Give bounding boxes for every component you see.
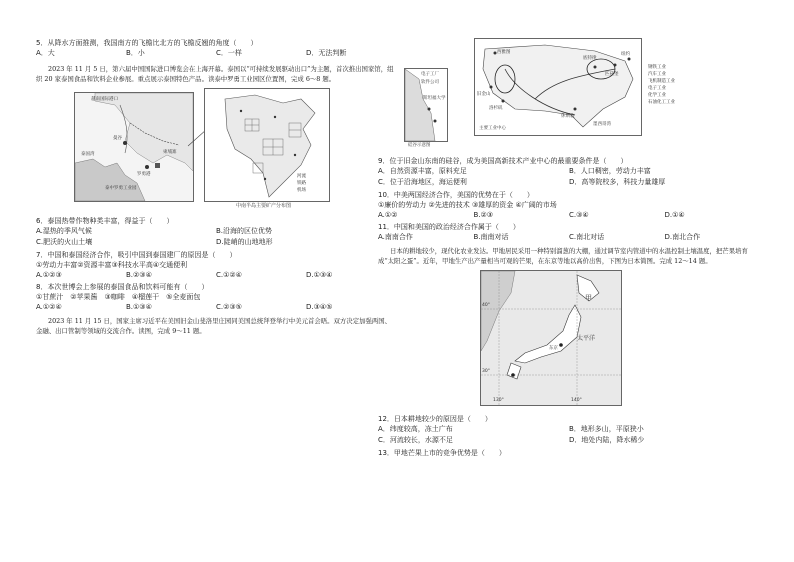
map1-figure xyxy=(36,88,396,216)
q6-options xyxy=(36,226,396,248)
rayong-location-map xyxy=(74,92,194,202)
q7-sub: ①劳动力丰富②资源丰富③科技水平高④交通便利 xyxy=(36,261,188,269)
q7-stem: 7．中国和泰国经济合作，吸引中国到泰国建厂的原因是（ ） xyxy=(36,251,237,259)
map3-lat-30: 30° xyxy=(482,369,490,374)
inset-caption: 硅谷示意图 xyxy=(408,143,431,148)
indochina-mineral-map xyxy=(204,88,330,202)
q11-option-a[interactable]: A.南南合作 xyxy=(378,233,413,241)
map1-label-2: 罗勇港 xyxy=(137,172,151,177)
q13-stem: 13．甲地芒果上市的竞争优势是（ ） xyxy=(378,449,506,457)
right-column xyxy=(378,38,760,458)
map2-legend-5: 石油化工工业 xyxy=(648,100,675,105)
q10-options xyxy=(378,210,760,220)
passage-9-11: 2023 年 11 月 15 日，国家主席习近平在美国旧金山斐洛里庄园同美国总统拜登举行中美元首会晤。双方决定加强两国、金融、出口管制等领域的交流合作。读图，完成 9～11 题。 xyxy=(36,317,392,335)
q5-option-d[interactable]: D．无法判断 xyxy=(306,49,347,57)
passage-6-8: 2023 年 11 月 5 日，第六届中国国际进口博览会在上海开幕。泰国以“可持续发展驱动出口”为主题，首次推出国家馆，组织 20 家泰国食品和饮料企业参展。重点展示泰国特色产品。读泰中罗勇工业园区位置图，完成 6～8 题。 xyxy=(36,65,394,83)
map3-label-jia: 甲 xyxy=(585,294,592,302)
usa-industry-map xyxy=(474,38,642,136)
q12-option-a[interactable]: A．纬度较高，冻土广布 xyxy=(378,425,453,433)
map3-lon-130: 130° xyxy=(493,398,504,403)
map1-label-5: 柬埔寨 xyxy=(163,150,177,155)
inset-label-0: 电子工厂 xyxy=(421,72,439,77)
q7-option-a[interactable]: A.①②③ xyxy=(36,271,62,279)
q6-option-d[interactable]: D.陡峭的山地地形 xyxy=(216,238,273,246)
q5-options xyxy=(36,48,396,58)
left-column xyxy=(36,38,396,336)
q11-option-d[interactable]: D.南北合作 xyxy=(664,233,701,241)
q11-option-b[interactable]: B.南南对话 xyxy=(473,233,509,241)
map1-legend-0: 河流 xyxy=(297,174,306,179)
map2-legend xyxy=(648,64,675,106)
map2-figure xyxy=(378,38,760,150)
q9-option-a[interactable]: A．自然资源丰富，原料充足 xyxy=(378,167,467,175)
usa-label-detroit: 底特律 xyxy=(583,56,597,61)
q10-option-b[interactable]: B.②③ xyxy=(473,211,494,219)
map2-legend-2: 飞机制造工业 xyxy=(648,79,675,84)
usa-label-sf: 旧金山 xyxy=(477,92,491,97)
map1-label-4: 泰中罗勇工业园 xyxy=(105,186,137,191)
map2-legend-3: 电子工业 xyxy=(648,86,666,91)
q5-stem: 5．从降水方面推测，我国南方的飞檐比北方的飞檐反翘的角度（ ） xyxy=(36,39,258,47)
japan-map-drawing xyxy=(481,271,621,405)
q9-option-b[interactable]: B．人口稠密，劳动力丰富 xyxy=(569,167,651,175)
q12-option-c[interactable]: C．河流较长，水源不足 xyxy=(378,436,453,444)
map2-legend-0: 钢铁工业 xyxy=(648,65,666,70)
map2-legend-4: 化学工业 xyxy=(648,93,666,98)
q12-options xyxy=(378,424,760,446)
silicon-valley-inset xyxy=(404,68,448,142)
q5-option-c[interactable]: C．一样 xyxy=(216,49,242,57)
q8-options xyxy=(36,302,396,312)
map3-lat-40: 40° xyxy=(482,303,490,308)
q7-option-d[interactable]: D.①③④ xyxy=(306,271,333,279)
map2-legend-1: 汽车工业 xyxy=(648,72,666,77)
indochina-map-drawing xyxy=(205,89,329,201)
q9-option-d[interactable]: D．高等院校多，科技力量雄厚 xyxy=(569,178,666,186)
q9-stem: 9．位于旧金山东南的硅谷，成为美国高新技术产业中心的最重要条件是（ ） xyxy=(378,157,628,165)
usa-label-la: 洛杉矶 xyxy=(489,106,503,111)
q10-sub: ①廉价的劳动力 ②先进的技术 ③雄厚的资金 ④广阔的市场 xyxy=(378,201,557,209)
q8-option-c[interactable]: C.②③⑤ xyxy=(216,303,242,311)
usa-label-pittsburgh: 匹兹堡 xyxy=(605,72,619,77)
usa-label-gulf: 墨西哥湾 xyxy=(593,122,611,127)
q12-option-b[interactable]: B．地形多山，平原狭小 xyxy=(569,425,644,433)
q12-stem: 12．日本耕地较少的原因是（ ） xyxy=(378,415,492,423)
q5-option-a[interactable]: A．大 xyxy=(36,49,55,57)
q12-option-d[interactable]: D．地处内陆，降水稀少 xyxy=(569,436,645,444)
q7-option-b[interactable]: B.②③④ xyxy=(126,271,152,279)
map3-figure xyxy=(378,270,760,410)
q10-option-d[interactable]: D.①④ xyxy=(664,211,685,219)
usa-label-houston: 休斯敦 xyxy=(561,114,575,119)
map1-legend-1: 铁路 xyxy=(297,181,306,186)
q10-option-c[interactable]: C.③④ xyxy=(569,211,589,219)
usa-label-seattle: 西雅图 xyxy=(497,50,511,55)
q9-options xyxy=(378,166,760,188)
q7-options xyxy=(36,270,396,280)
q11-option-c[interactable]: C.南北对话 xyxy=(569,233,605,241)
q8-option-b[interactable]: B.①③④ xyxy=(126,303,152,311)
q9-option-c[interactable]: C．位于沿海地区，海运便利 xyxy=(378,178,467,186)
q8-stem: 8．本次世博会上参展的泰国食品和饮料可能有（ ） xyxy=(36,283,209,291)
q6-option-a[interactable]: A.湿热的季风气候 xyxy=(36,227,92,235)
q10-stem: 10．中美两国经济合作，美国的优势在于（ ） xyxy=(378,191,534,199)
map3-label-pacific: 太平洋 xyxy=(577,335,596,342)
map1-caption: 中南半岛主要矿产分布图 xyxy=(236,203,292,209)
q7-option-c[interactable]: C.①②④ xyxy=(216,271,242,279)
inset-label-1: 软件公司 xyxy=(421,80,439,85)
q6-option-b[interactable]: B.沿海的区位优势 xyxy=(216,227,273,235)
japan-map xyxy=(480,270,622,406)
map1-label-0: 越南国际港口 xyxy=(91,97,118,102)
q6-option-c[interactable]: C.肥沃的火山土壤 xyxy=(36,238,93,246)
map1-label-3: 泰国湾 xyxy=(81,152,95,157)
q8-option-a[interactable]: A.①②④ xyxy=(36,303,62,311)
usa-label-ny: 纽约 xyxy=(621,52,630,57)
usa-legend-title: 主要工业中心 xyxy=(479,126,506,131)
q8-option-d[interactable]: D.③④⑤ xyxy=(306,303,333,311)
passage-12-14: 日本的耕地较少，现代化农业发达。甲地居民采用一种特别溜葱的大棚，通过调节室内管道中的水温控制土壤温度，把芒果培育成“太阳之蛋”。近年，甲地生产出产量相当可观的芒果，在东京等地以高价出售，下图为日本简图。完成 12～14 题。 xyxy=(378,247,748,265)
map3-label-tokyo: 东京 xyxy=(549,346,558,351)
q8-sub: ①甘蔗汁 ②苹果酱 ③咖啡 ④榴莲干 ⑤全麦面包 xyxy=(36,293,201,301)
map1-label-1: 曼谷 xyxy=(113,136,122,141)
map3-lon-140: 140° xyxy=(571,398,582,403)
q6-stem: 6．泰国热带作物种类丰富，得益于（ ） xyxy=(36,217,174,225)
inset-label-2: 斯坦福大学 xyxy=(423,96,446,101)
q11-stem: 11．中国和美国的政治经济合作属于（ ） xyxy=(378,223,520,231)
map1-legend xyxy=(297,173,306,194)
q11-options xyxy=(378,232,760,242)
q5-option-b[interactable]: B．小 xyxy=(126,49,145,57)
map1-legend-2: 机场 xyxy=(297,188,306,193)
q10-option-a[interactable]: A.①② xyxy=(378,211,398,219)
